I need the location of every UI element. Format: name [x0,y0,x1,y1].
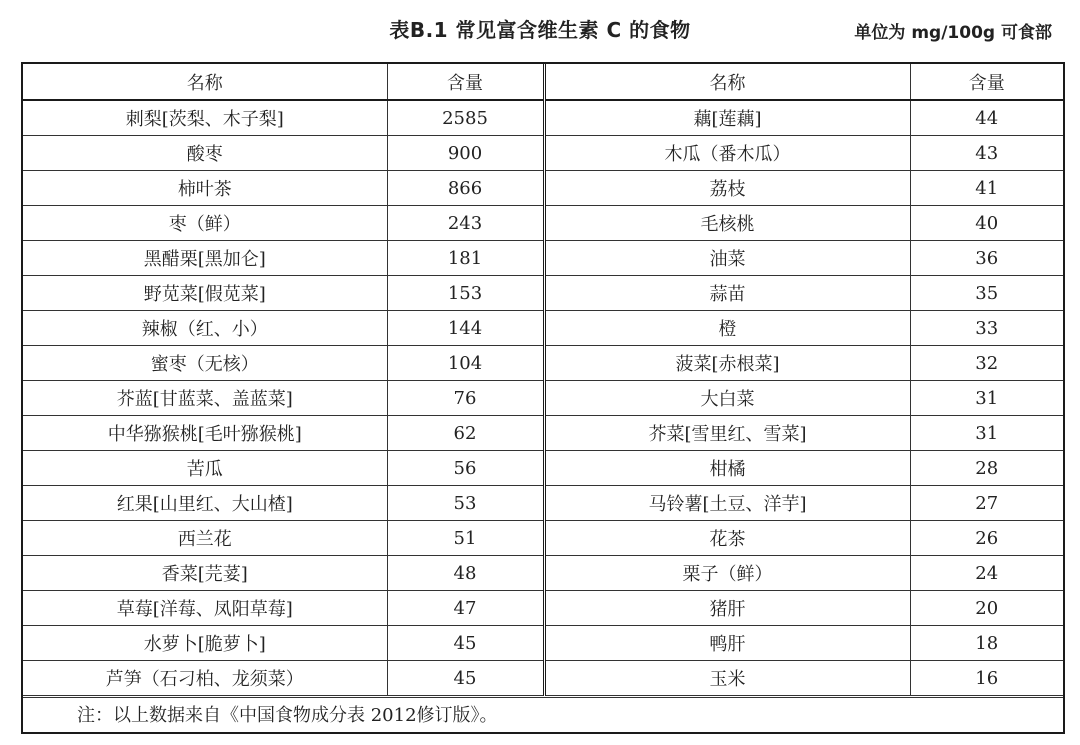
amount-left: 48 [387,556,544,591]
header-name-right: 名称 [544,64,910,100]
food-name-right: 荔枝 [544,171,910,206]
amount-right: 28 [910,451,1063,486]
amount-right: 16 [910,661,1063,696]
food-name-right: 玉米 [544,661,910,696]
food-name-right: 大白菜 [544,381,910,416]
amount-right: 40 [910,206,1063,241]
amount-right: 41 [910,171,1063,206]
amount-left: 144 [387,311,544,346]
food-name-right: 油菜 [544,241,910,276]
amount-left: 45 [387,661,544,696]
amount-left: 51 [387,521,544,556]
header-name-left: 名称 [23,64,387,100]
amount-right: 35 [910,276,1063,311]
amount-left: 153 [387,276,544,311]
table-row [23,346,1063,381]
amount-left: 2585 [387,100,544,136]
table-row [23,521,1063,556]
table-row [23,416,1063,451]
food-name-left: 草莓[洋莓、凤阳草莓] [23,591,387,626]
amount-left: 45 [387,626,544,661]
vitamin-c-table-frame [21,62,1065,734]
amount-left: 76 [387,381,544,416]
amount-left: 243 [387,206,544,241]
table-row [23,486,1063,521]
table-row [23,661,1063,696]
amount-left: 866 [387,171,544,206]
table-row [23,626,1063,661]
header-amount-right: 含量 [910,64,1063,100]
food-name-right: 鸭肝 [544,626,910,661]
food-name-right: 橙 [544,311,910,346]
amount-right: 33 [910,311,1063,346]
food-name-right: 藕[莲藕] [544,100,910,136]
food-name-left: 水萝卜[脆萝卜] [23,626,387,661]
food-name-left: 黑醋栗[黑加仑] [23,241,387,276]
food-name-right: 毛核桃 [544,206,910,241]
amount-right: 43 [910,136,1063,171]
amount-right: 20 [910,591,1063,626]
table-row [23,241,1063,276]
table-title: 表B.1 常见富含维生素 C 的食物 [389,18,691,42]
food-name-left: 香菜[芫荽] [23,556,387,591]
unit-label: 单位为 mg/100g 可食部 [854,23,1052,43]
food-name-right: 栗子（鲜） [544,556,910,591]
vitamin-c-table [23,64,1063,696]
amount-right: 32 [910,346,1063,381]
food-name-right: 马铃薯[土豆、洋芋] [544,486,910,521]
food-name-right: 猪肝 [544,591,910,626]
table-row [23,136,1063,171]
food-name-left: 刺梨[茨梨、木子梨] [23,100,387,136]
table-row [23,311,1063,346]
food-name-right: 花茶 [544,521,910,556]
food-name-left: 芦笋（石刁柏、龙须菜） [23,661,387,696]
amount-right: 31 [910,416,1063,451]
table-row [23,100,1063,136]
table-row [23,171,1063,206]
amount-right: 18 [910,626,1063,661]
amount-right: 27 [910,486,1063,521]
table-body [23,64,1063,696]
table-row [23,591,1063,626]
amount-right: 31 [910,381,1063,416]
amount-left: 47 [387,591,544,626]
food-name-left: 酸枣 [23,136,387,171]
food-name-right: 木瓜（番木瓜） [544,136,910,171]
amount-left: 104 [387,346,544,381]
table-row [23,206,1063,241]
amount-right: 44 [910,100,1063,136]
amount-left: 62 [387,416,544,451]
food-name-right: 柑橘 [544,451,910,486]
amount-left: 53 [387,486,544,521]
food-name-right: 菠菜[赤根菜] [544,346,910,381]
header-amount-left: 含量 [387,64,544,100]
amount-left: 900 [387,136,544,171]
food-name-right: 蒜苗 [544,276,910,311]
food-name-left: 辣椒（红、小） [23,311,387,346]
amount-left: 56 [387,451,544,486]
food-name-left: 红果[山里红、大山楂] [23,486,387,521]
amount-right: 36 [910,241,1063,276]
food-name-left: 柿叶茶 [23,171,387,206]
food-name-left: 枣（鲜） [23,206,387,241]
food-name-left: 芥蓝[甘蓝菜、盖蓝菜] [23,381,387,416]
food-name-left: 蜜枣（无核） [23,346,387,381]
amount-left: 181 [387,241,544,276]
food-name-left: 苦瓜 [23,451,387,486]
food-name-right: 芥菜[雪里红、雪菜] [544,416,910,451]
food-name-left: 野苋菜[假苋菜] [23,276,387,311]
amount-right: 26 [910,521,1063,556]
food-name-left: 中华猕猴桃[毛叶猕猴桃] [23,416,387,451]
amount-right: 24 [910,556,1063,591]
table-row [23,451,1063,486]
table-row [23,276,1063,311]
source-note: 注：以上数据来自《中国食物成分表 2012修订版》。 [23,697,1063,733]
table-row [23,381,1063,416]
table-row [23,556,1063,591]
food-name-left: 西兰花 [23,521,387,556]
header-row [23,64,1063,100]
